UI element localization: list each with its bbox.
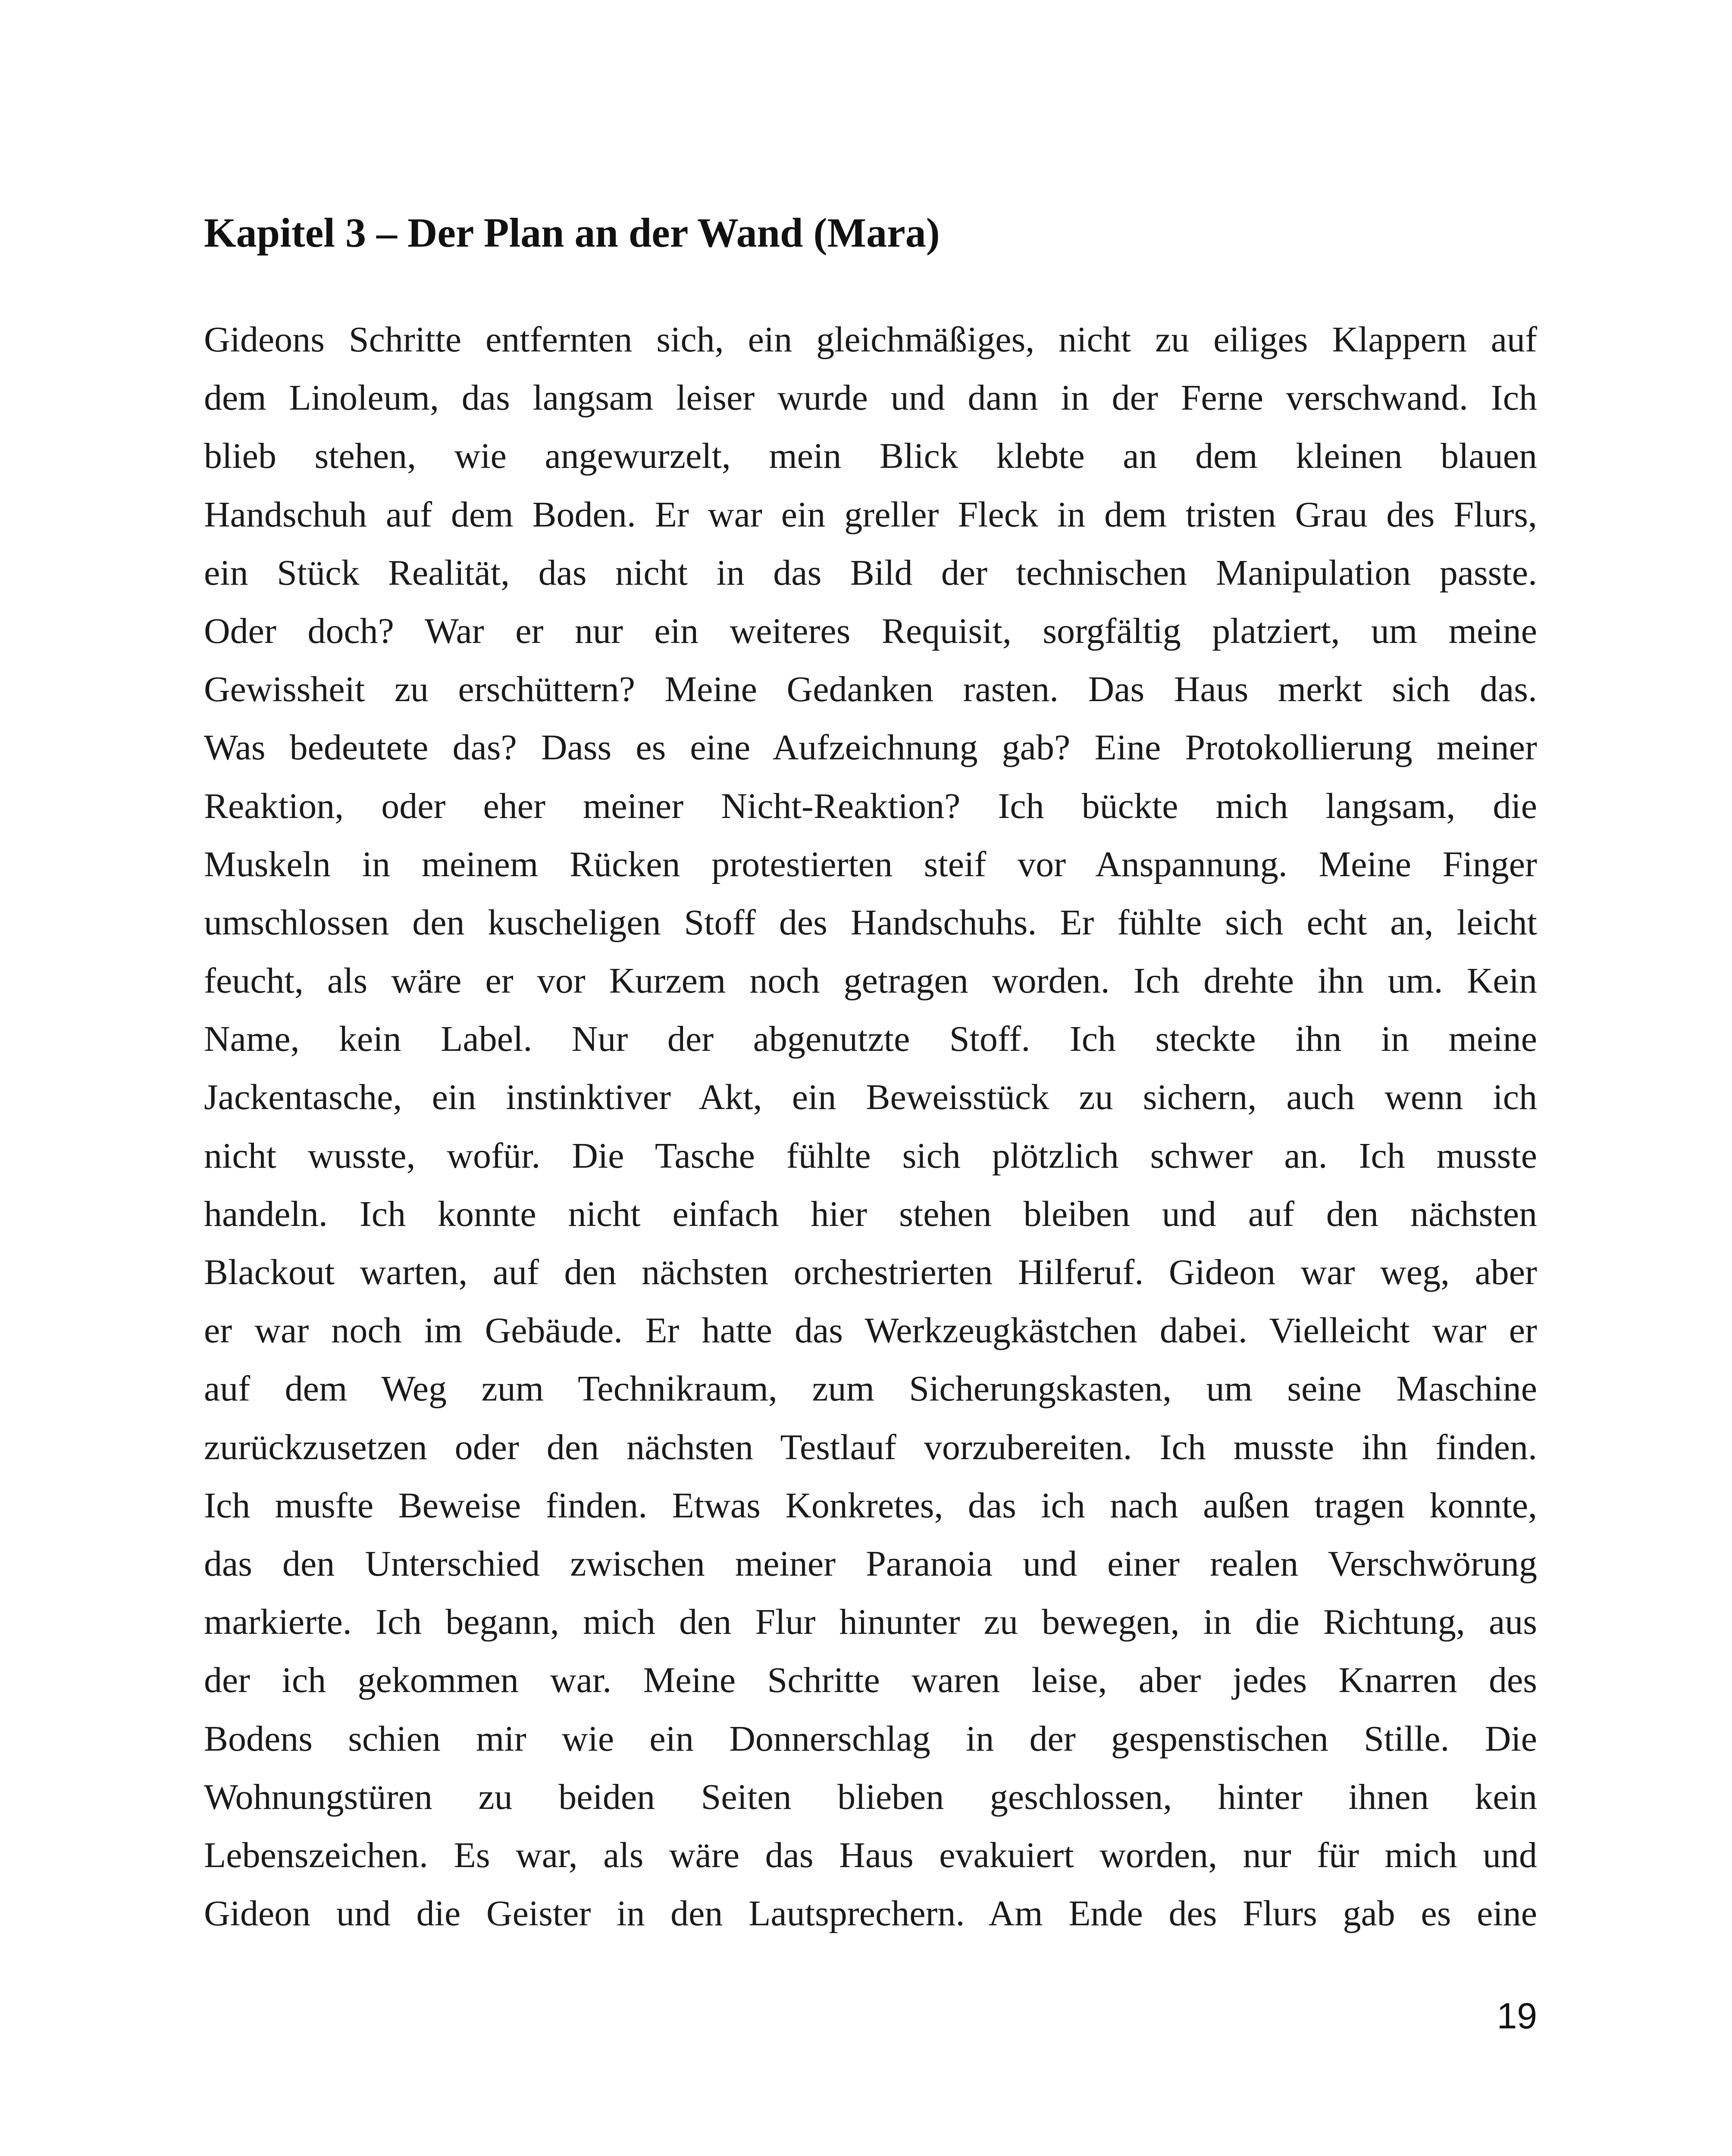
text-line: feucht, als wäre er vor Kurzem noch getragen worden. Ich drehte ihn um. Kein <box>204 961 1537 1001</box>
text-line: dem Linoleum, das langsam leiser wurde und dann in der Ferne verschwand. Ich <box>204 378 1537 418</box>
text-line: blieb stehen, wie angewurzelt, mein Blick klebte an dem kleinen blauen <box>204 436 1537 476</box>
text-line: er war noch im Gebäude. Er hatte das Werkzeugkästchen dabei. Vielleicht war er <box>204 1310 1537 1351</box>
text-line: nicht wusste, wofür. Die Tasche fühlte sich plötzlich schwer an. Ich musste <box>204 1135 1537 1176</box>
text-line: Ich musfte Beweise finden. Etwas Konkretes, das ich nach außen tragen konnte, <box>204 1485 1537 1526</box>
text-line: zurückzusetzen oder den nächsten Testlauf vorzubereiten. Ich musste ihn finden. <box>204 1427 1537 1467</box>
text-line: Bodens schien mir wie ein Donnerschlag in der gespenstischen Stille. Die <box>204 1718 1537 1759</box>
text-line: der ich gekommen war. Meine Schritte waren leise, aber jedes Knarren des <box>204 1660 1537 1701</box>
text-line: Handschuh auf dem Boden. Er war ein greller Fleck in dem tristen Grau des Flurs, <box>204 494 1537 535</box>
text-line: handeln. Ich konnte nicht einfach hier stehen bleiben und auf den nächsten <box>204 1194 1537 1234</box>
text-line: Was bedeutete das? Dass es eine Aufzeichnung gab? Eine Protokollierung meiner <box>204 727 1537 768</box>
text-line: auf dem Weg zum Technikraum, zum Sicherungskasten, um seine Maschine <box>204 1369 1537 1409</box>
text-line: markierte. Ich begann, mich den Flur hinunter zu bewegen, in die Richtung, aus <box>204 1602 1537 1642</box>
body-text <box>204 310 1537 1943</box>
text-line: Muskeln in meinem Rücken protestierten steif vor Anspannung. Meine Finger <box>204 844 1537 884</box>
text-line: Gideon und die Geister in den Lautsprechern. Am Ende des Flurs gab es eine <box>204 1893 1537 1934</box>
text-line: ein Stück Realität, das nicht in das Bild der technischen Manipulation passte. <box>204 552 1537 593</box>
text-line: Wohnungstüren zu beiden Seiten blieben geschlossen, hinter ihnen kein <box>204 1777 1537 1817</box>
text-line: Oder doch? War er nur ein weiteres Requisit, sorgfältig platziert, um meine <box>204 611 1537 651</box>
text-line: Blackout warten, auf den nächsten orchestrierten Hilferuf. Gideon war weg, aber <box>204 1252 1537 1292</box>
text-line: das den Unterschied zwischen meiner Paranoia und einer realen Verschwörung <box>204 1543 1537 1584</box>
text-line: Reaktion, oder eher meiner Nicht-Reaktion? Ich bückte mich langsam, die <box>204 786 1537 826</box>
text-line: Lebenszeichen. Es war, als wäre das Haus evakuiert worden, nur für mich und <box>204 1835 1537 1875</box>
text-line: Name, kein Label. Nur der abgenutzte Stoff. Ich steckte ihn in meine <box>204 1019 1537 1059</box>
text-line: Jackentasche, ein instinktiver Akt, ein Beweisstück zu sichern, auch wenn ich <box>204 1077 1537 1118</box>
chapter-title: Kapitel 3 – Der Plan an der Wand (Mara) <box>204 210 940 256</box>
text-line: Gewissheit zu erschüttern? Meine Gedanken rasten. Das Haus merkt sich das. <box>204 669 1537 710</box>
text-line: umschlossen den kuscheligen Stoff des Handschuhs. Er fühlte sich echt an, leicht <box>204 902 1537 943</box>
text-line: Gideons Schritte entfernten sich, ein gleichmäßiges, nicht zu eiliges Klappern auf <box>204 320 1537 360</box>
page-number: 19 <box>1497 1996 1537 2036</box>
